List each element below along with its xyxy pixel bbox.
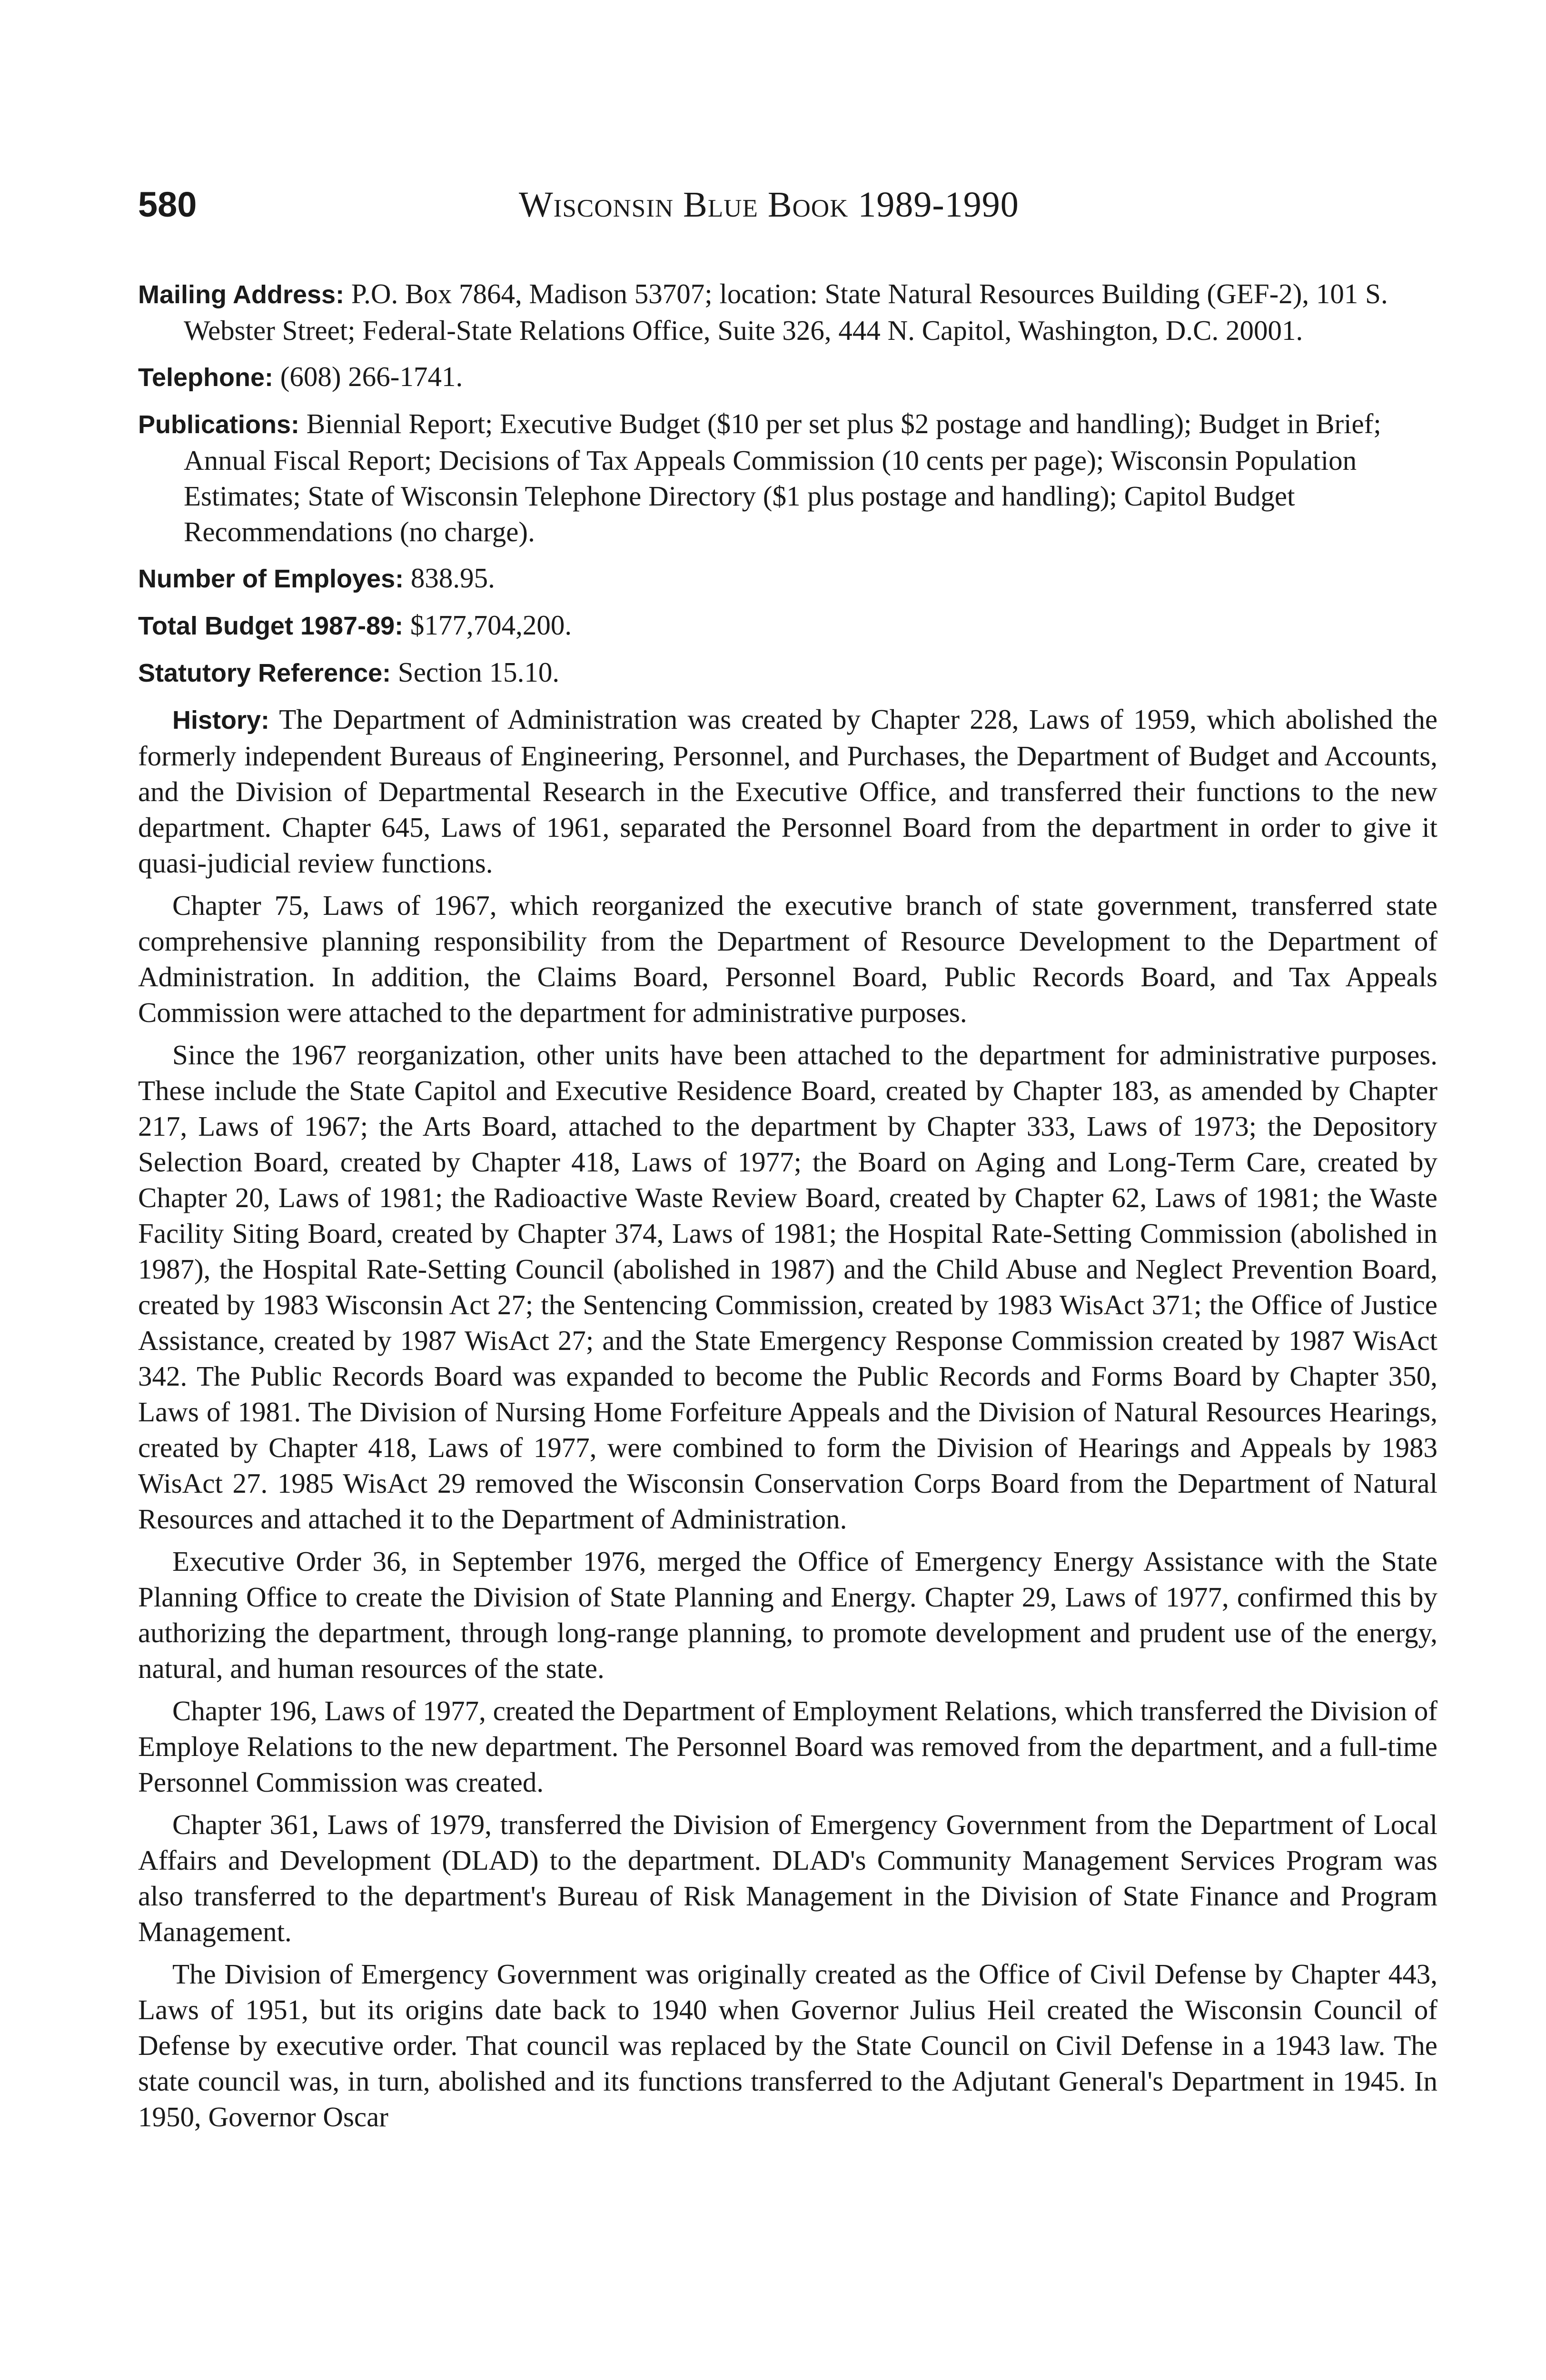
publications-label: Publications: [138,410,300,439]
employes-field [138,560,1437,597]
agency-info-fields [138,276,1437,691]
mailing-address-field [138,276,1437,348]
publications-field [138,406,1437,550]
history-paragraph: Executive Order 36, in September 1976, merged the Office of Emergency Energy Assistance with the State Planning Office to create the Division of State Planning and Energy. Chapter 29, Laws of 1977, confirmed this by authorizing the department, through long-range planning, to promote development and prudent use of the energy, natural, and human resources of the state. [138,1546,1437,1684]
history-paragraph: Since the 1967 reorganization, other units have been attached to the department for administrative purposes. These include the State Capitol and Executive Residence Board, created by Chapter 183, as amended by Chapter 217, Laws of 1967; the Arts Board, attached to the department by Chapter 333, Laws of 1973; the Depository Selection Board, created by Chapter 418, Laws of 1977; the Board on Aging and Long-Term Care, created by Chapter 20, Laws of 1981; the Radioactive Waste Review Board, created by Chapter 62, Laws of 1981; the Waste Facility Siting Board, created by Chapter 374, Laws of 1981; the Hospital Rate-Setting Commission (abolished in 1987), the Hospital Rate-Setting Council (abolished in 1987) and the Child Abuse and Neglect Prevention Board, created by 1983 Wisconsin Act 27; the Sentencing Commission, created by 1983 WisAct 371; the Office of Justice Assistance, created by 1987 WisAct 27; and the State Emergency Response Commission created by 1987 WisAct 342. The Public Records Board was expanded to become the Public Records and Forms Board by Chapter 350, Laws of 1981. The Division of Nursing Home Forfeiture Appeals and the Division of Natural Resources Hearings, created by Chapter 418, Laws of 1977, were combined to form the Division of Hearings and Appeals by 1983 WisAct 27. 1985 WisAct 29 removed the Wisconsin Conservation Corps Board from the Department of Natural Resources and attached it to the Department of Administration. [138,1039,1437,1535]
mailing-address-value: P.O. Box 7864, Madison 53707; location: State Natural Resources Building (GEF-2), 101 S. Webster Street; Federal-State Relations Office, Suite 326, 444 N. Capitol, Washington, D.C. 20001. [184,278,1388,346]
mailing-address-label: Mailing Address: [138,280,345,309]
document-page [138,181,1437,2142]
total-budget-label: Total Budget 1987-89: [138,612,404,640]
history-paragraph: Chapter 196, Laws of 1977, created the Department of Employment Relations, which transferred the Division of Employe Relations to the new department. The Personnel Board was removed from the department, and a full-time Personnel Commission was created. [138,1695,1437,1798]
history-paragraph: The Division of Emergency Government was originally created as the Office of Civil Defense by Chapter 443, Laws of 1951, but its origins date back to 1940 when Governor Julius Heil created the Wisconsin Council of Defense by executive order. That council was replaced by the State Council on Civil Defense in a 1943 law. The state council was, in turn, abolished and its functions transferred to the Adjutant General's Department in 1945. In 1950, Governor Oscar [138,1958,1437,2132]
history-intro-text: The Department of Administration was created by Chapter 228, Laws of 1959, which abolished the formerly independent Bureaus of Engineering, Personnel, and Purchases, the Department of Budget and Accounts, and the Division of Departmental Research in the Executive Office, and transferred their functions to the new department. Chapter 645, Laws of 1961, separated the Personnel Board from the department in order to give it quasi-judicial review functions. [138,704,1437,879]
total-budget-value: $177,704,200. [403,609,572,641]
book-title: Wisconsin Blue Book 1989-1990 [519,185,1019,225]
statutory-reference-value: Section 15.10. [391,656,560,688]
statutory-reference-label: Statutory Reference: [138,659,391,687]
statutory-reference-field [138,654,1437,691]
history-paragraph: Chapter 361, Laws of 1979, transferred the Division of Emergency Government from the Department of Local Affairs and Development (DLAD) to the department. DLAD's Community Management Services Program was also transferred to the department's Bureau of Risk Management in the Division of State Finance and Program Management. [138,1809,1437,1947]
telephone-value: (608) 266-1741. [273,361,463,392]
telephone-field [138,359,1437,396]
history-intro-paragraph [138,702,1437,881]
history-paragraph: Chapter 75, Laws of 1967, which reorganized the executive branch of state government, transferred state comprehensive planning responsibility from the Department of Resource Development to the Department of Administration. In addition, the Claims Board, Personnel Board, Public Records Board, and Tax Appeals Commission were attached to the department for administrative purposes. [138,890,1437,1028]
history-label: History: [172,706,270,734]
running-head [138,181,1437,228]
page-number: 580 [138,185,197,224]
telephone-label: Telephone: [138,363,274,392]
publications-value: Biennial Report; Executive Budget ($10 per set plus $2 postage and handling); Budget in Brief; Annual Fiscal Report; Decisions of Tax Appeals Commission (10 cents per page); Wisconsin Population Estimates; State of Wisconsin Telephone Directory ($1 plus postage and handling); Capitol Budget Recommendations (no charge). [184,408,1381,547]
employes-label: Number of Employes: [138,565,404,593]
history-section [138,702,1437,2135]
total-budget-field [138,607,1437,644]
employes-value: 838.95. [404,562,495,594]
